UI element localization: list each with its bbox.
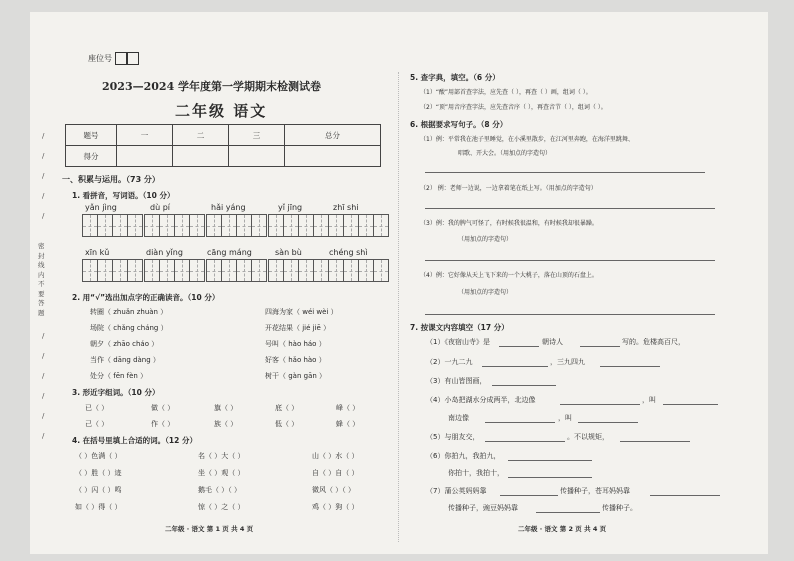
reading-option[interactable]: 场院（ chǎng cháng ）: [90, 324, 168, 332]
page-footer-right: 二年级 · 语文 第 2 页 共 4 页: [518, 525, 607, 533]
q7-text: （7）蒲公英妈妈靠: [426, 487, 487, 495]
q7-text: 。不以规矩，: [567, 433, 609, 441]
fill-blank[interactable]: [620, 441, 690, 442]
word-blank[interactable]: 蜂（ ）: [336, 420, 360, 428]
word-blank[interactable]: 峰（ ）: [336, 404, 360, 412]
binding-slash: /: [42, 152, 45, 160]
q7-text: （4）小岛把湖水分成两半，北边像: [426, 396, 536, 404]
binding-slash: /: [42, 372, 45, 380]
q7-text: 南边像: [448, 414, 469, 422]
answer-line[interactable]: [425, 172, 705, 173]
tianzige-grid[interactable]: [328, 259, 389, 282]
idiom-blank[interactable]: 惊（ ）之（ ）: [198, 503, 245, 511]
fill-blank[interactable]: [560, 404, 640, 405]
fill-blank[interactable]: [663, 404, 718, 405]
binding-slash: /: [42, 192, 45, 200]
pinyin: cāng máng: [207, 248, 252, 257]
seat-label: 座位号: [88, 54, 112, 63]
q7-text: ，叫: [642, 396, 656, 404]
q7-text: （5）与朋友交，: [426, 433, 480, 441]
fill-blank[interactable]: [492, 385, 556, 386]
idiom-blank[interactable]: 山（ ）水（ ）: [312, 452, 359, 460]
q7-text: （2）一九二九: [426, 358, 473, 366]
seat-box[interactable]: [115, 52, 127, 65]
seat-number: [88, 52, 139, 65]
idiom-blank[interactable]: 微风（ ）（ ）: [312, 486, 355, 494]
pinyin: dù pí: [150, 203, 170, 212]
q7-text: 写的。危楼高百尺，: [622, 338, 685, 346]
reading-option[interactable]: 好客（ hǎo hào ）: [265, 356, 326, 364]
pinyin: xīn kǔ: [85, 248, 110, 257]
tianzige-grid[interactable]: [206, 259, 267, 282]
binding-slash: /: [42, 392, 45, 400]
word-blank[interactable]: 做（ ）: [151, 404, 175, 412]
score-header-cell: 二: [173, 125, 229, 146]
pinyin: hǎi yáng: [211, 203, 246, 212]
seat-box[interactable]: [127, 52, 139, 65]
reading-option[interactable]: 号叫（ hào háo ）: [265, 340, 326, 348]
page-divider: [398, 72, 399, 542]
idiom-blank[interactable]: （ ）闪（ ）鸣: [75, 486, 122, 494]
q5-line-1[interactable]: （1）“酸”用部首查字法，应先查（ ），再查（ ）画，组词（ ）。: [420, 89, 592, 96]
binding-slash: /: [42, 412, 45, 420]
reading-option[interactable]: 四海为家（ wéi wèi ）: [265, 308, 338, 316]
fill-blank[interactable]: [508, 460, 592, 461]
score-input-cell[interactable]: [173, 146, 229, 167]
fill-blank[interactable]: [485, 441, 565, 442]
tianzige-grid[interactable]: [328, 214, 389, 237]
fill-blank[interactable]: [536, 512, 600, 513]
tianzige-grid[interactable]: [82, 259, 143, 282]
q7-text: 朝诗人: [542, 338, 563, 346]
q7-text: 传播种子，苍耳妈妈靠: [560, 487, 630, 495]
exam-paper: [30, 12, 768, 554]
q7-text: 传播种子。: [602, 504, 637, 512]
reading-option[interactable]: 朝夕（ zhāo cháo ）: [90, 340, 159, 348]
tianzige-grid[interactable]: [144, 259, 205, 282]
score-header-cell: 一: [117, 125, 173, 146]
tianzige-grid[interactable]: [144, 214, 205, 237]
pinyin: diàn yǐng: [146, 248, 183, 257]
fill-blank[interactable]: [485, 422, 555, 423]
word-blank[interactable]: 作（ ）: [151, 420, 175, 428]
binding-slash: /: [42, 132, 45, 140]
idiom-blank[interactable]: 名（ ）大（ ）: [198, 452, 245, 460]
pinyin: yǐ jīng: [278, 203, 303, 212]
q6-item-3a: （3）例：我的脾气可怪了，有时候我很温和，有时候我却很暴躁。: [420, 220, 598, 227]
idiom-blank[interactable]: （ ）色满（ ）: [75, 452, 122, 460]
exam-title: 2023—2024 学年度第一学期期末检测试卷: [102, 80, 322, 93]
word-blank[interactable]: 低（ ）: [275, 420, 299, 428]
fill-blank[interactable]: [650, 495, 720, 496]
fill-blank[interactable]: [508, 477, 592, 478]
idiom-blank[interactable]: （ ）胜（ ）迹: [75, 469, 122, 477]
q5-title: 5. 查字典，填空。（6 分）: [410, 73, 500, 82]
q6-item-4a: （4）例：它好像从天上飞下来的一个大桃子，落在山顶的石盘上。: [420, 272, 598, 279]
binding-slash: /: [42, 432, 45, 440]
word-blank[interactable]: 己（ ）: [85, 420, 109, 428]
q7-text: ，三九四九: [550, 358, 585, 366]
q6-title: 6. 根据要求写句子。（8 分）: [410, 120, 508, 129]
answer-line[interactable]: [425, 208, 715, 209]
q7-text: ，叫: [558, 414, 572, 422]
q6-item-3b: （用加点的字造句）: [458, 236, 513, 243]
word-blank[interactable]: 底（ ）: [275, 404, 299, 412]
reading-option[interactable]: 树干（ gàn gān ）: [265, 372, 327, 380]
binding-slash: /: [42, 352, 45, 360]
pinyin: sàn bù: [275, 248, 302, 257]
binding-slash: /: [42, 172, 45, 180]
word-blank[interactable]: 已（ ）: [85, 404, 109, 412]
q7-text: 你拍十，我拍十，: [448, 469, 504, 477]
q3-title: 3. 形近字组词。（10 分）: [72, 388, 160, 397]
idiom-blank[interactable]: 如（ ）得（ ）: [75, 503, 122, 511]
score-header-cell: 题号: [66, 125, 117, 146]
idiom-blank[interactable]: 自（ ）自（ ）: [312, 469, 359, 477]
tianzige-grid[interactable]: [268, 259, 329, 282]
page-footer-left: 二年级 · 语文 第 1 页 共 4 页: [165, 525, 254, 533]
idiom-blank[interactable]: 鹅毛（ ）（ ）: [198, 486, 241, 494]
score-header-cell: 总分: [285, 125, 381, 146]
q1-title: 1. 看拼音，写词语。（10 分）: [72, 191, 175, 200]
word-blank[interactable]: 族（ ）: [214, 420, 238, 428]
exam-subtitle: 二年级 语文: [175, 102, 268, 120]
reading-option[interactable]: 处分（ fēn fèn ）: [90, 372, 148, 380]
score-table: [65, 124, 381, 167]
q7-text: （1）《夜宿山寺》是: [426, 338, 490, 346]
fill-blank[interactable]: [578, 422, 638, 423]
binding-slash: /: [42, 332, 45, 340]
pinyin: chéng shì: [329, 248, 368, 257]
tianzige-grid[interactable]: [268, 214, 329, 237]
score-input-cell[interactable]: [285, 146, 381, 167]
q6-item-4b: （用加点的字造句）: [458, 289, 513, 296]
reading-option[interactable]: 当作（ dāng dàng ）: [90, 356, 160, 364]
q6-item-1a: （1）例：平常我在池子里睡觉，在小溪里散步，在江河里奔跑，在海洋里跳舞、: [420, 136, 634, 143]
fill-blank[interactable]: [499, 346, 539, 347]
pinyin: zhī shi: [333, 203, 359, 212]
idiom-blank[interactable]: 鸡（ ）狗（ ）: [312, 503, 359, 511]
score-input-cell[interactable]: [229, 146, 285, 167]
score-label-cell: 得分: [66, 146, 117, 167]
q6-item-1b: 唱歌、开大会。（用加点的字造句）: [458, 150, 552, 157]
binding-slash: /: [42, 212, 45, 220]
answer-line[interactable]: [425, 260, 715, 261]
seal-line-text: 密封线内不要答题: [38, 242, 45, 317]
q7-text: （6）你拍九，我拍九，: [426, 452, 501, 460]
fill-blank[interactable]: [500, 495, 558, 496]
tianzige-grid[interactable]: [82, 214, 143, 237]
reading-option[interactable]: 转圈（ zhuǎn zhuàn ）: [90, 308, 168, 316]
fill-blank[interactable]: [580, 346, 620, 347]
q6-item-2: （2） 例：老师一边说，一边拿着笔在纸上写。（用加点的字造句）: [420, 185, 597, 192]
fill-blank[interactable]: [600, 366, 660, 367]
word-blank[interactable]: 旗（ ）: [214, 404, 238, 412]
q7-title: 7. 按课文内容填空（17 分）: [410, 323, 509, 332]
score-header-cell: 三: [229, 125, 285, 146]
tianzige-grid[interactable]: [206, 214, 267, 237]
reading-option[interactable]: 开花结果（ jié jiē ）: [265, 324, 331, 332]
idiom-blank[interactable]: 坐（ ）观（ ）: [198, 469, 245, 477]
q5-line-2[interactable]: （2）“顶”用音序查字法，应先查音序（ ），再查音节（ ），组词（ ）。: [420, 104, 607, 111]
pinyin: yǎn jìng: [85, 203, 117, 212]
fill-blank[interactable]: [482, 366, 548, 367]
q2-title: 2. 用“√”选出加点字的正确读音。（10 分）: [72, 293, 220, 302]
q7-text: （3）有山皆图画，: [426, 377, 487, 385]
section-1-heading: 一、积累与运用。（73 分）: [62, 175, 160, 184]
answer-line[interactable]: [425, 314, 715, 315]
q4-title: 4. 在括号里填上合适的词。（12 分）: [72, 436, 197, 445]
score-input-cell[interactable]: [117, 146, 173, 167]
q7-text: 传播种子，豌豆妈妈靠: [448, 504, 518, 512]
